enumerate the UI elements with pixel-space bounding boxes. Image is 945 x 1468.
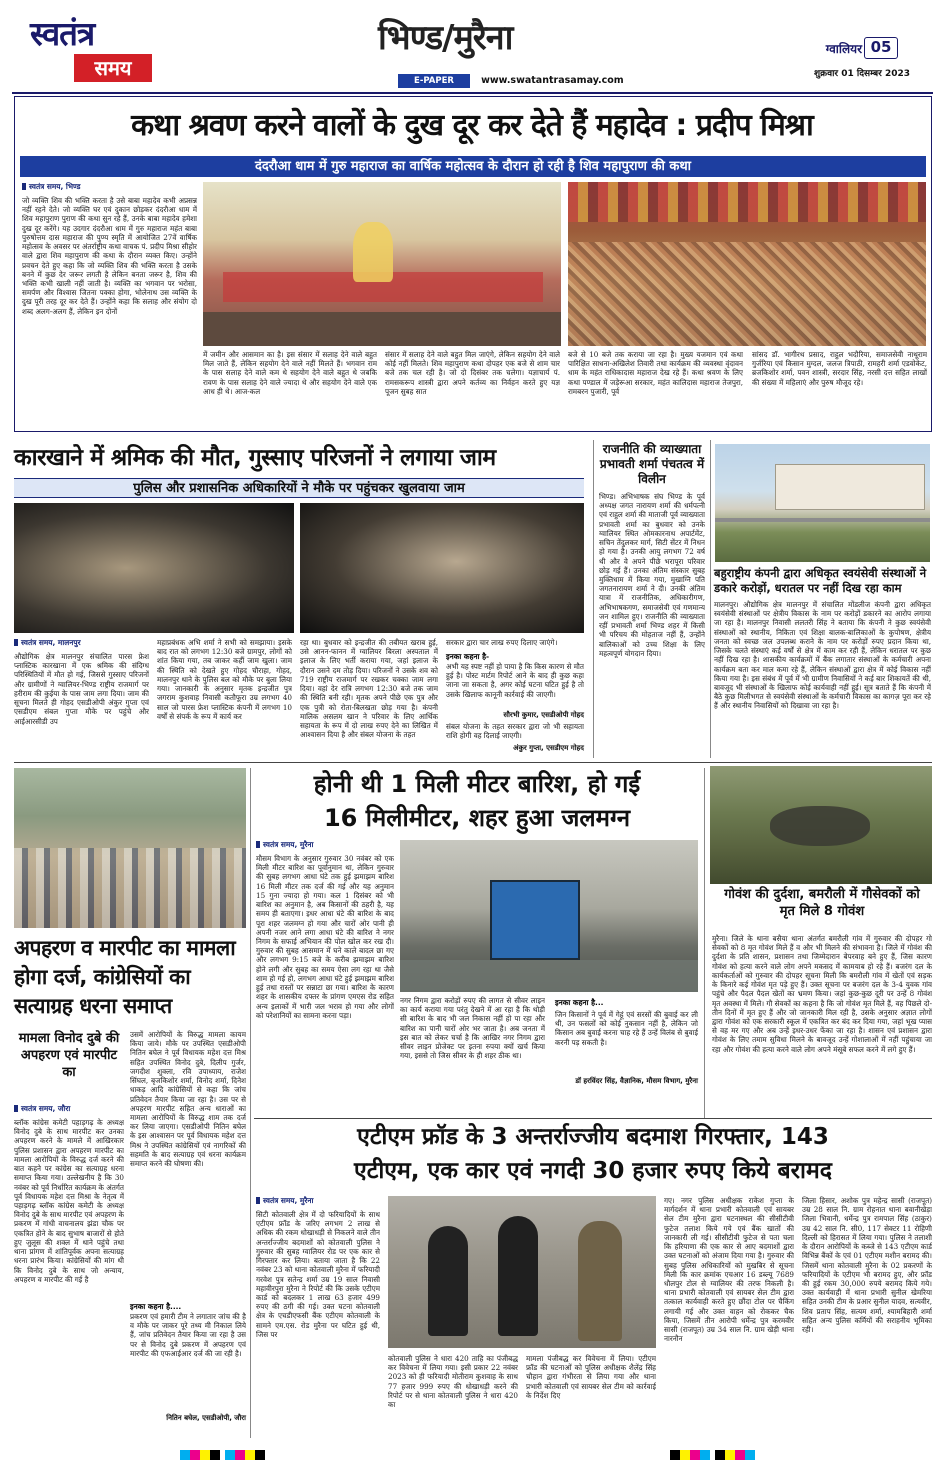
- story5-divider: [250, 768, 251, 1438]
- story2-col4c: संबल योजना के तहत सरकार द्वारा जो भी सहायता राशि होगी वह दिलाई जाएगी।: [446, 722, 584, 741]
- edition-title: भिण्ड/मुरैना: [378, 18, 513, 58]
- story4-divider: [710, 440, 711, 758]
- issue-date: शुक्रवार 01 दिसम्बर 2023: [814, 69, 910, 79]
- story8-col2: कोतवाली पुलिस ने धारा 420 ताहि का पंजीबद्ध कर विवेचना में लिया गया। इसी प्रकार 22 नवंबर 2023 को ही फरियादी मोतीराम कुशवाह के साथ 77 हजार 999 रुपए की धोखाधड़ी करने की रिपोर्ट पर से थाना कोतवाली पुलिस ने धारा 420 का: [388, 1354, 518, 1410]
- story2-col4b: अभी यह स्पष्ट नहीं हो पाया है कि किस कारण से मौत हुई है। पोस्ट मार्टम रिपोर्ट आने के बाद ही कुछ कहा जाना जा सकता है, अगर कोई घटना घटित हुई है तो उसके खिलाफ कानूनी कार्रवाई की जाएगी।: [446, 662, 584, 699]
- story5-col2: उसमें आरोपियों के विरुद्ध मामला कायम किया जाये। मौके पर उपस्थित एसडीओपी नितिन बघेल ने पूर्व विधायक महेश दत्त मिश्र सहित उपस्थित विनोद दुबे, दिलीप गुर्जर, जगदीश शुक्ला, रवि उपाध्याय, राजेश सिंघल, बृजकिशोर शर्मा, विनोद शर्मा, दिनेश धाकड़ आदि कांग्रेसियों से कहा कि जांच प्रतिवेदन तैयार किया जा रहा है। उस पर से अपहरण मारपीट सहित अन्य धाराओं का मामला आरोपियों के विरुद्ध शाम तक दर्ज कर लिया जाएगा। एसडीओपी नितिन बघेल के इस आश्वासन पर पूर्व विधायक महेश दत्त मिश्र ने उपस्थित कांग्रेसियों एवं नागरिकों की सहमति के बाद सत्याग्रह एवं धरना कार्यक्रम समाप्त करने की घोषणा की।: [130, 1030, 246, 1169]
- story1-col1: जो व्यक्ति शिव की भक्ति करता है उसे बाबा महादेव कभी अप्रसन्न नहीं रहने देते। जो व्यक्ति घर एवं दुकान छोड़कर दंदरौआ धाम में शिव महापुराण पुराण की कथा सुन रहे हैं, उनके बाबा महादेव हमेशा दुख दूर करेंगे। यह उदगार दंदरौआ धाम में गुरु महाराज महंत बाबा पुरुषोत्तम दास महाराज की पुण्य स्मृति में आयोजित 27वें वार्षिक महोत्सव के अवसर पर अंतर्राष्ट्रीय कथा वाचक पं. प्रदीप मिश्रा सीहोर वाले द्वारा शिव महापुराण की कथा के दौरान व्यक्त किए। उन्होंने प्रवचन देते हुए कहा कि जो व्यक्ति शिव की भक्ति करता है उसके बनने में कुछ देर जरूर लगती है लेकिन बनता जरूर है, शिव की भक्ति कभी खाली नहीं जाती है। व्यक्ति का भगवान पर भरोसा, समर्पण और विश्वास जितना पक्का होगा, भोलेनाथ उस व्यक्ति के दुख पूरी तरह दूर कर देते हैं। उन्होंने कहा कि सलाह और संयोग दो शब्द अलग-अलग हैं, लेकिन इन दोनों: [22, 196, 197, 316]
- story2-col2: महाप्रबंधक अभि शर्मा ने सभी को समझाया। इसके बाद रात को लगभग 12:30 बजे ग्रामपुर, लोगों को शांत किया गया, तब जाकर कहीं जाम खुला। जाम की स्थिति को देखते हुए गोहद चौराहा, गोहद, मालनपुर थाने के पुलिस बल को मौके पर बुला लिया गया। जानकारी के अनुसार मृतक इन्द्रजीत पुत्र जगराम कुशवाह निवासी कतौफूरा उम्र लगभग 40 साल जो पारस फ्रेश प्लास्टिक कंपनी में लगभग 10 वर्षों से संपर्क के रूप में कार्य कर: [157, 638, 292, 721]
- story2-sign1: सौरभी कुमार, एसडीओपी गोहद: [503, 711, 584, 719]
- logo-bottom: समय: [74, 54, 152, 82]
- story5-photo: [14, 768, 246, 928]
- epaper-bar: [398, 68, 648, 86]
- registration-marks: [0, 1446, 945, 1466]
- city-label: ग्वालियर: [825, 42, 862, 56]
- story2-col1: औद्योगिक क्षेत्र मालनपुर संचालित पारस फ्रेश प्लास्टिक कारखाना में एक श्रमिक की संदिग्ध परिस्थितियों में मौत हो गई, जिससे गुस्साए परिजनों और ग्रामीणों ने ग्वालियर-भिण्ड राष्ट्रीय राजमार्ग पर हरीराम की कुईया के पास जाम लगा दिया। जाम की सूचना मिलते ही गोहद एसडीओपी अंकुर गुप्ता एवं एसडीएम संबल गुप्ता मौके पर पहुंचे और आईआरसीडी उप: [14, 652, 149, 726]
- story1-headline: कथा श्रवण करने वालों के दुख दूर कर देते हैं महादेव : प्रदीप मिश्रा: [131, 108, 813, 143]
- story8-col1: सिटी कोतवाली क्षेत्र में दो फरियादियों के साथ एटीएम फ्रॉड के जरिए लगभग 2 लाख से अधिक की रकम धोखाधड़ी से निकलने वाले तीन अन्तर्राज्जीय बदमाशों को कोतवाली पुलिस ने गुरुवार की सुबह ग्वालियर रोड पर एक कार से गिरफ्तार कर लिया। बताया जाता है कि 22 नवंबर 23 को थाना कोतवाली मुरैना में फरियादी गरवेश पुत्र सतेन्द्र शर्मा उम्र 19 साल निवासी महावीरपुरा मुरैना ने रिपोर्ट की कि उसके एटीएम कार्ड को बदलकर 1 लाख 63 हजार 499 रुपए की ठगी की गई। उक्त घटना कोतवाली क्षेत्र के एचडीएफसी बैंक एटीएम कोतवाली के सामने एम.एस. रोड मुरैना पर घटित हुई थी, जिस पर: [256, 1210, 380, 1339]
- story1-deck: दंदरौआ धाम में गुरु महाराज का वार्षिक महोत्सव के दौरान हो रही है शिव महापुराण की कथा: [20, 156, 926, 177]
- story8-col4: गए। नगर पुलिस अधीक्षक राकेश गुप्ता के मार्गदर्शन में थाना प्रभारी कोतवाली एवं सायबर सेल टीम मुरैना द्वारा घटनास्थल की सीसीटीवी फुटेज तलाश किये गये एवं बैंक खातों की जानकारी ली गई। सीसीटीवी फुटेज से पता चला कि हरियाणा की एक कार से आए बदमाशों द्वारा उक्त घटनाओं को अंजाम दिया गया है। गुरुवार की सुबह पुलिस अधिकारियों को मुखबिर से सूचना मिली कि कार क्रमांक एचआर 16 डब्ल्यू 7689 धौलपुर टोल से ग्वालियर की तरफ निकली है। थाना प्रभारी कोतवाली एवं सायबर सेल टीम द्वारा तत्काल कार्यवाही करते हुए छौंदा टोल पर चैकिंग लगायी गई और उक्त वाहन को रोककर चैक किया, जिसमें तीन आरोपी धर्मेन्द्र पुत्र करमवीर सासी (राजपूत) उम्र 34 साल नि. ग्राम खेड़ी थाना नारनौन: [664, 1196, 794, 1344]
- story8-headline-2: एटीएम, एक कार एवं नगदी 30 हजार रुपए किये बरामद: [354, 1158, 832, 1184]
- story2-col4a: सरकार द्वारा चार लाख रुपए दिलाए जाएंगे।: [446, 638, 558, 647]
- story7-divider: [704, 768, 705, 1118]
- story6-col2: नगर निगम द्वारा करोड़ों रुपए की लागत से सीवर लाइन का कार्य कराया गया परंतु देखने में आ रहा है कि थोड़ी सी बारिश के बाद भी जल निकास नहीं हो पा रहा और बारिश का पानी चारों ओर भर जाता है। अब जनता में इस बात को लेकर चर्चा है कि आखिर नगर निगम द्वारा सीवर लाइन प्रोजेक्ट पर इतना रुपया क्यों खर्च किया गया, इससे तो जिस सीवर के ही शहर ठीक था।: [400, 996, 545, 1061]
- story6-col3: जिन किसानों ने पूर्व में गेहूं एवं सरसों की बुवाई कर ली थी, उन फसलों को कोई नुकसान नहीं है, लेकिन जो किसान अब बुवाई करना चाह रहे हैं उन्हें विलंब से बुवाई करनी पड़ सकती है।: [555, 1010, 698, 1047]
- story1-photo-stage: [203, 182, 561, 346]
- story5-byline: स्वतंत्र समय, जौरा: [14, 1104, 124, 1114]
- masthead: [0, 0, 945, 92]
- story8-photo: [388, 1196, 656, 1348]
- story3-divider: [593, 440, 594, 758]
- story6-byline: स्वतंत्र समय, मुरैना: [256, 840, 394, 850]
- row2-rule: [14, 762, 932, 763]
- story3-text: भिण्ड। अभिभाषक संघ भिण्ड के पूर्व अध्यक्ष जगत नारायण शर्मा की धर्मपत्नी एवं राहुल शर्मा की माताजी पूर्व व्याख्याता प्रभावती शर्मा का बुधवार को उनके ग्वालियर स्थित ओमकारनाथ अपार्टमेंट, सचिन तेंदुलकर मार्ग, सिटी सेंटर में निधन हो गया है। उनकी आयु लगभग 72 वर्ष थी और वे अपने पीछे भरापूरा परिवार छोड़ गई हैं। उनका अंतिम संस्कार सुबह मुक्तिधाम में किया गया, मुखाग्नि पति जगतनारायण शर्मा ने दी। उनकी अंतिम यात्रा में राजनीतिक, अधिकारीगण, अभिभाषकगण, समाजसेवी एवं गणमान्य जन शामिल हुए। राजनीति की व्याख्याता रहीं प्रभावती शर्मा भिण्ड शहर में किसी भी परिचय की मोहताज नहीं हैं, उन्होंने बालिकाओं को उच्च शिक्षा के लिए महत्वपूर्ण योगदान दिया।: [599, 492, 705, 658]
- story1-byline: स्वतंत्र समय, भिण्ड: [22, 182, 197, 192]
- epaper-label: E-PAPER: [398, 74, 470, 88]
- story6-sub: इनका कहना है...: [555, 998, 604, 1007]
- story4-photo: [715, 444, 930, 562]
- story2-photo-1: [14, 503, 294, 633]
- story7-text: मुरैना। जिले के थाना बसैया थाना अंतर्गत बमरौली गांव में गुरुवार की दोपहर गो सेवकों को 8 मृत गोवंश मिले हैं व और भी मिलने की संभावना है। जिले में गोवंश की दुर्दशा के प्रति शासन, प्रशासन तथा जिम्मेदारान बेपरवाह बने हुए हैं, जिस कारण गोवंश को हत्या करने वाले लोग अपने मकसद में कामयाब हो रहे हैं। बजरंग दल के कार्यकर्ताओं को गुरुवार की दोपहर सूचना मिली कि बमरौली गांव में खेतों एवं सड़क के किनारे कई गोवंश मृत पड़े हुए हैं। उक्त सूचना पर बजरंग दल के 3-4 युवक गांव पहुंचे और पैदल पैदल खेतों का भ्रमण किया। जहां कुछ-कुछ दूरी पर उन्हें 8 गोवंश मृत अवस्था में मिले। गौ सेवकों का कहना है कि जो गोवंश मृत मिले हैं, वह पिछले दो-तीन दिनों में मृत हुए हैं और जो जानकारी मिल रही है, उसके अनुसार अज्ञात लोगों द्वारा गोवंश को एक सरकारी स्कूल में एकत्रित कर बंद कर दिया गया, जहां भूख प्यास से वह मर गए और अब उन्हें इधर-उधर फेंका जा रहा है। शासन एवं प्रशासन द्वारा गोवंश के लिए तमाम सुविधा मिलने के बावजूद उन्हें गोशालाओं में नहीं पहुंचाया जा रहा और गोवंश की हत्या करने वाले लोग अपने मंसूबे सफल करने में लगे हुए हैं।: [712, 934, 932, 1054]
- story8-col3: मामला पंजीबद्ध कर विवेचना में लिया। एटीएम फ्रॉड की घटनाओं को पुलिस अधीक्षक शैलेंद्र सिंह चौहान द्वारा गंभीरता से लिया गया और थाना प्रभारी कोतवाली एवं सायबर सेल टीम को कार्रवाई के निर्देश दिए: [526, 1354, 656, 1400]
- story5-col1: ब्लॉक कांग्रेस कमेटी पहाड़गढ़ के अध्यक्ष विनोद दुबे के साथ मारपीट कर उनका अपहरण करने के मामले में आखिरकार पुलिस प्रशासन द्वारा अपहरण मारपीट का मामला आरोपियों के विरुद्ध दर्ज करने की बात कहने पर कांग्रेस का सत्याग्रह धरना समाप्त किया गया। उल्लेखनीय है कि 30 नवंबर को पूर्व निर्धारित कार्यक्रम के अंतर्गत पूर्व विधायक महेश दत्त मिश्रा के नेतृत्व में पहाड़गढ़ ब्लॉक कांग्रेस कमेटी के अध्यक्ष विनोद दुबे के साथ मारपीट एवं अपहरण के प्रकरण में गांधी वाचनालय झंडा चौक पर एकत्रित होने के बाद सुभाष बाजारों से होते हुए जुलूस की शक्ल में थाने पहुंचे तथा थाना प्रांगण में शांतिपूर्वक अपना सत्याग्रह धरना प्रारंभ किया। कांग्रेसियों की मांग थी कि विनोद दुबे के साथ जो अन्याय, अपहरण व मारपीट की गई है: [14, 1118, 124, 1284]
- story2-byline: स्वतंत्र समय, मालनपुर: [14, 638, 149, 648]
- story6-headline-2: 16 मिलीमीटर, शहर हुआ जलमग्न: [323, 804, 631, 832]
- story7-photo: [710, 766, 932, 884]
- story8-headline-1: एटीएम फ्रॉड के 3 अन्तर्राज्जीय बदमाश गिरफ्तार, 143: [357, 1124, 829, 1150]
- row3-rule: [254, 1118, 932, 1119]
- story6-sign: डॉ हरविंदर सिंह, वैज्ञानिक, मौसम विभाग, मुरैना: [575, 1077, 698, 1085]
- story2-photo-2: [300, 503, 584, 633]
- story4-headline: बहुराष्ट्रीय कंपनी द्वारा अधिकृत स्वयंसेवी संस्थाओं ने डकारे करोड़ों, धरातल पर नहीं दिख रहा काम: [714, 566, 927, 595]
- story5-deck: मामला विनोद दुबे की अपहरण एवं मारपीट का: [18, 1031, 120, 1080]
- story8-byline: स्वतंत्र समय, मुरैना: [256, 1196, 380, 1206]
- story2-deck: पुलिस और प्रशासनिक अधिकारियों ने मौके पर पहुंचकर खुलवाया जाम: [14, 478, 584, 498]
- story2-sub: इनका कहना है-: [446, 652, 490, 661]
- story6-photo: [400, 840, 698, 992]
- story5-sign: नितिन बघेल, एसडीओपी, जौरा: [166, 1414, 246, 1422]
- story7-headline: गोवंश की दुर्दशा, बमरौली में गौसेवकों को मृत मिले 8 गोवंश: [724, 887, 920, 919]
- story1-col4: बजे से 10 बजे तक कराया जा रहा है। मुख्य यजमान एवं कथा पारिक्षित साधना-अखिलेश तिवारी तथा कार्यक्रम की व्यवस्था वृंदावन धाम के महंत राधिकादास महाराज देख रहे हैं। कथा श्रवण के लिए कथा पण्डाल में जड़ेरूआ सरकार, महंत कालिदास महाराज तेजपुरा, रामबरन पुजारी, पूर्व: [568, 350, 743, 396]
- story6-headline-1: होनी थी 1 मिली मीटर बारिश, हो गई: [313, 770, 641, 798]
- logo: [30, 14, 152, 88]
- story2-headline: कारखाने में श्रमिक की मौत, गुस्साए परिजनों ने लगाया जाम: [14, 445, 496, 471]
- story2-sign2: अंकुर गुप्ता, एसडीएम गोहद: [513, 744, 584, 752]
- story2-col3-text: रहा था। बुधवार को इन्द्रजीत की तबीयत खराब हुई, उसे आनन-फानन में ग्वालियर बिरला अस्पताल में इलाज के लिए भर्ती कराया गया, जहां इलाज के दौरान उसने दम तोड़ दिया। परिजनों ने उसके शव को 719 राष्ट्रीय राजमार्ग पर रखकर चक्का जाम लगा दिया। वहां देर रात्रि लगभग 12:30 बजे तक जाम की स्थिति बनी रही। मृतक अपने पीछे एक पुत्र और एक पुत्री को रोता-बिलखता छोड़ गया है। कंपनी मालिक असलम खान ने परिवार के लिए आर्थिक सहायता के रूप में दो लाख रुपए देने का लिखित में आश्वासन दिया है और संबल योजना के तहत: [300, 638, 438, 740]
- story5-headline: अपहरण व मारपीट का मामला होगा दर्ज, कांग्रेसियों का सत्याग्रह धरना समाप्त: [14, 936, 236, 1018]
- page-number: 05: [864, 37, 898, 59]
- story5-sub: इनका कहना है....: [130, 1302, 182, 1311]
- masthead-rule: [12, 92, 933, 94]
- logo-top: स्वतंत्र: [30, 14, 95, 53]
- story1-col3: संसार में सलाह देने वाले बहुत मिल जाएंगे, लेकिन सहयोग देने वाले कोई नहीं मिलते। शिव महापुराण कथा दोपहर एक बजे से शाम चार बजे तक चल रही है। जो दो दिसंबर तक चलेगा। यज्ञाचार्य पं. रामसकरूप शास्त्री द्वारा अपने कर्तव्य का निर्वहन करते हुए यज्ञ पूजन सुबह सात: [385, 350, 560, 396]
- story1-photo-crowd: [568, 182, 926, 346]
- story1-col5: सांसद डॉ. भागीरथ प्रसाद, राहुल भदौरिया, समाजसेवी नाथूराम गुर्जरिया एवं किसान मुग्दल, जलज त्रिपाठी, रामहरी शर्मा एडवोकेट, ब्रजकिशोर शर्मा, पवन शास्त्री, सरदार सिंह, नरसी दत्त सहित लाखों की संख्या में महिलाएं और पुरुष मौजूद रहे।: [752, 350, 927, 387]
- site-url[interactable]: www.swatantrasamay.com: [481, 75, 624, 86]
- story8-col5: जिला हिसार, अशोक पुत्र महेन्द्र सासी (राजपूत) उम्र 28 साल नि. ग्राम रोहनात थाना बवानीखेड़ा जिला भिवानी, धर्मेन्द्र पुत्र रामपाल सिंह (ठाकुर) उम्र 42 साल नि. सी0, 117 सेक्टर 11 रोहिणी दिल्ली को हिरासत में लिया गया। पुलिस ने तलाशी के दौरान आरोपियों के कब्जे से 143 एटीएम कार्ड विभिन्न बैंकों के एवं 01 एटीएम मशीन बरामद की। जिसमें थाना कोतवाली मुरैना के 02 प्रकरणों के फरियादियों के एटीएम भी बरामद हुए, और फ्रॉड की हुई रकम 30,000 रुपये बरामद किये गये। उक्त कार्यवाही में थाना प्रभारी सुनील खेमरिया सहित उनकी टीम के प्रआर सुनील यादव, सत्यवीर, शिव प्रताप सिंह, सत्यम शर्मा, श्यामबिहारी शर्मा सहित अन्य पुलिस कर्मियों की सराहनीय भूमिका रही।: [802, 1196, 932, 1335]
- story4-text: मालनपुर। औद्योगिक क्षेत्र मालनपुर में संचालित मोंडलीज कंपनी द्वारा अधिकृत स्वयंसेवी संस्थाओं पर क्षेत्रीय विकास के नाम पर करोड़ों डकारने का आरोप लगाया जा रहा है। मालनपुर निवासी ललतरी सिंह ने बताया कि कंपनी ने कुछ स्वयंसेवी संस्थाओं को स्थानीय, निकिता एवं शिक्षा बालक-बालिकाओं के कुपोषण, क्षेत्रीय जनता को स्वच्छ जल उपलब्ध कराने के नाम पर करोड़ों रुपए प्रदान किया था, जिसके चलते संस्थाएं कई वर्षों से क्षेत्र में काम कर रही हैं, लेकिन धरातल पर कुछ नहीं दिख रहा है। शासकीय कार्यक्रमों में बैंक लगातार संस्थाओं के कर्मचारी अपना कार्यक्रम बता कर माल कमा रहे हैं, लेकिन संस्थाओं द्वारा क्षेत्र में कोई विकास नहीं किया गया है। इस संबंध में पूर्व में भी ग्रामीण निवासियों ने कई बार शिकायतें की थी, बावजूद भी संस्थाओं के खिलाफ कोई कार्यवाही नहीं हुई। सूत्र बताते हैं कि कंपनी में बैठे कुछ मिलीभगत से स्वयंसेवी संस्थाओं के कर्मचारी विकास का कागज़ पूरा कर रहे हैं और स्थानीय निवासियों को दिखावा जा रहा है।: [714, 600, 931, 711]
- story5-col2b: प्रकरण एवं हमारी टीम ने लगातार जांच की है व मौके पर जाकर पूरे तथ्य मी निकाल लिये हैं, जांच प्रतिवेदन तैयार किया जा रहा है उस पर से विनोद दुबे प्रकरण में अपहरण एवं मारपीट की एफआईआर दर्ज की जा रही है।: [130, 1312, 246, 1358]
- story6-col1: मौसम विभाग के अनुसार गुरुवार 30 नवंबर को एक मिली मीटर बारिश का पूर्वानुमान था, लेकिन गुरुवार की सुबह लगभग आधा घंटे तक हुई झमाझम बारिश 16 मिली मीटर तक दर्ज की गई और यह अनुमान 15 गुना ज्यादा हो गया। कल 1 दिसंबर को भी बारिश का अनुमान है, अब किसानों की ठहरी है, यह समय ही बताएगा। इधर आधा घंटे की बारिश के बाद पूरा शहर जलमग्न हो गया और चारों ओर पानी ही अपनी नजर आने लगा आधा घंटे की बारिश ने नगर निगम के सफाई अभियान की पोल खोल कर रख दी। गुरुवार की सुबह आसमान में घने काले बादल छा गए और लगभग 9:15 बजे के करीब झमाझम बारिश होने लगी और सुबह का समय ऐसा लग रहा था जैसे शाम हो गई हो, लगभग आधा घंटे हुई झमाझम बारिश हुई तथा रास्तों पर सन्नाटा छा गया। बारिश के कारण शहर के शासकीय दफ्तर के प्रांगण एमएस रोड सहित अन्य इलाकों में भारी जल भराव हो गया और लोगों को परेशानियों का सामना करना पड़ा।: [256, 854, 394, 1020]
- story3-headline: राजनीति की व्याख्याता प्रभावती शर्मा पंचतत्व में विलीन: [599, 442, 705, 486]
- story1-col2: में जमीन और आसमान का है। इस संसार में सलाह देने वाले बहुत मिल जाते हैं, लेकिन सहयोग देने वाले नहीं मिलते हैं। भगवान राम के पास सलाह देने वाले कम थे सहयोग देने वाले बहुत थे जबकि रावण के पास सलाह देने वाले ज्यादा थे और सहयोग देने वाले एक आध ही थे। आज-कल: [203, 350, 377, 396]
